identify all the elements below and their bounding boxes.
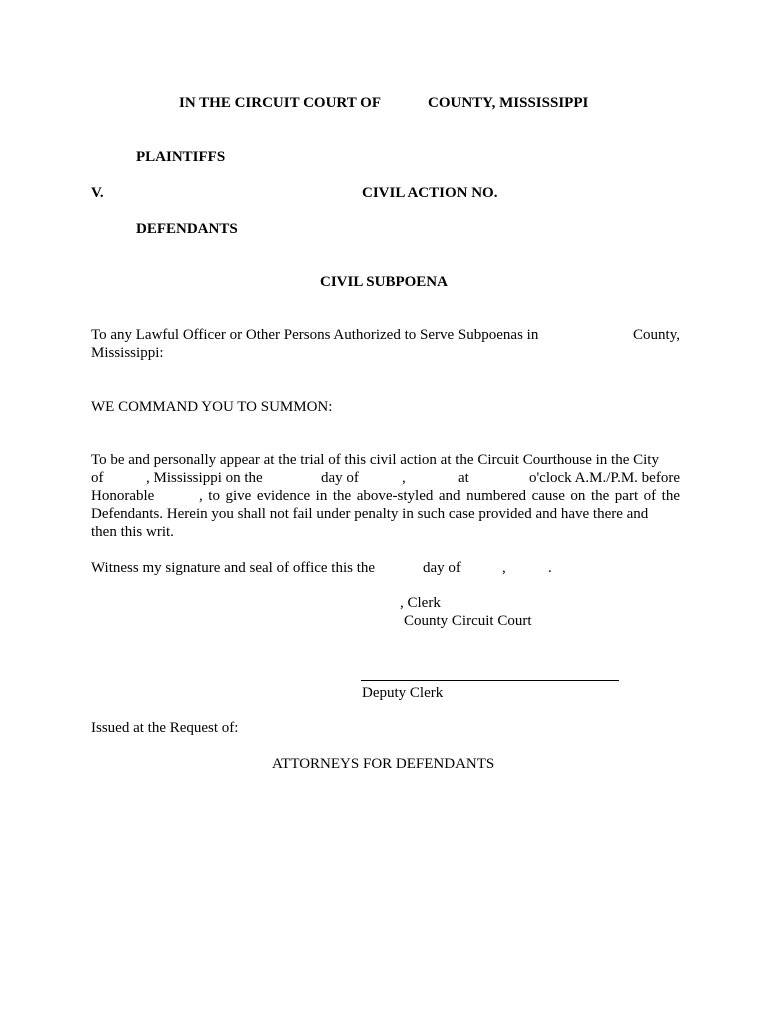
body-of: of — [91, 470, 104, 486]
issued-at-request-label: Issued at the Request of: — [91, 720, 239, 736]
body-honorable: Honorable — [91, 488, 155, 504]
body-evidence: , to give evidence in the above-styled and numbered cause on the part of the — [199, 488, 680, 504]
body-line-1: To be and personally appear at the trial of this civil action at the Circuit Courthouse in the City — [91, 452, 659, 468]
deputy-clerk-label: Deputy Clerk — [362, 685, 444, 701]
court-heading-right: COUNTY, MISSISSIPPI — [428, 95, 589, 111]
civil-action-number-label: CIVIL ACTION NO. — [362, 185, 498, 201]
body-line-2 — [91, 469, 680, 487]
command-text: WE COMMAND YOU TO SUMMON: — [91, 399, 333, 415]
document-title: CIVIL SUBPOENA — [320, 274, 448, 290]
versus-label: V. — [91, 185, 104, 201]
body-mississippi: , Mississippi on the — [146, 470, 263, 486]
body-line-3 — [91, 487, 680, 505]
plaintiffs-label: PLAINTIFFS — [136, 149, 226, 165]
body-paragraph — [91, 451, 680, 541]
address-county: County, — [633, 327, 680, 343]
body-comma: , — [402, 470, 406, 486]
body-line-4: Defendants. Herein you shall not fail under penalty in such case provided and have there and — [91, 506, 649, 522]
defendants-label: DEFENDANTS — [136, 221, 238, 237]
court-heading-left: IN THE CIRCUIT COURT OF — [179, 95, 382, 111]
address-line-1: To any Lawful Officer or Other Persons Authorized to Serve Subpoenas in — [91, 327, 539, 343]
body-day-of: day of — [321, 470, 359, 486]
address-paragraph — [91, 326, 680, 362]
witness-comma: , — [502, 560, 506, 576]
body-oclock: o'clock A.M./P.M. before — [528, 470, 680, 486]
body-line-5 — [91, 523, 680, 541]
body-writ: then this writ. — [91, 524, 174, 540]
witness-text: Witness my signature and seal of office this the — [91, 560, 376, 576]
witness-period: . — [548, 560, 552, 576]
clerk-name: , Clerk — [400, 595, 441, 611]
clerk-court: County Circuit Court — [404, 613, 532, 629]
attorneys-label: ATTORNEYS FOR DEFENDANTS — [272, 756, 495, 772]
witness-day-of: day of — [423, 560, 461, 576]
body-at: at — [458, 470, 469, 486]
signature-line — [361, 680, 619, 681]
address-line-2: Mississippi: — [91, 345, 164, 361]
